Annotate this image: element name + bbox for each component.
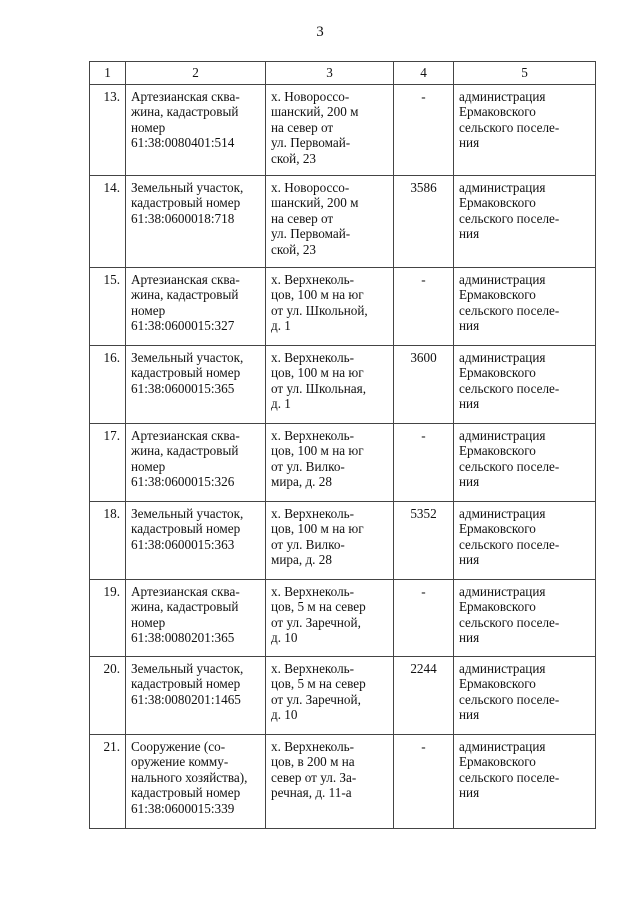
object-holder: администрация Ермаковского сельского поселе- ния (454, 84, 596, 175)
table-row (90, 656, 596, 734)
object-name: Артезианская сква- жина, кадастровый номер 61:38:0600015:326 (126, 423, 266, 501)
row-number: 15. (90, 267, 126, 345)
object-area: - (394, 579, 454, 656)
row-number: 20. (90, 656, 126, 734)
object-address: х. Верхнеколь- цов, 100 м на юг от ул. Школьной, д. 1 (266, 267, 394, 345)
object-address: х. Верхнеколь- цов, 100 м на юг от ул. Вилко- мира, д. 28 (266, 501, 394, 579)
table-row (90, 175, 596, 267)
table-row (90, 267, 596, 345)
object-name: Артезианская сква- жина, кадастровый номер 61:38:0600015:327 (126, 267, 266, 345)
object-address: х. Верхнеколь- цов, 100 м на юг от ул. Школьная, д. 1 (266, 345, 394, 423)
object-address: х. Верхнеколь- цов, 100 м на юг от ул. Вилко- мира, д. 28 (266, 423, 394, 501)
object-holder: администрация Ермаковского сельского поселе- ния (454, 579, 596, 656)
object-name: Артезианская сква- жина, кадастровый номер 61:38:0080401:514 (126, 84, 266, 175)
header-col-3: 3 (266, 62, 394, 85)
row-number: 21. (90, 734, 126, 828)
object-address: х. Верхнеколь- цов, 5 м на север от ул. Заречной, д. 10 (266, 656, 394, 734)
table-row (90, 345, 596, 423)
object-name: Артезианская сква- жина, кадастровый номер 61:38:0080201:365 (126, 579, 266, 656)
row-number: 19. (90, 579, 126, 656)
row-number: 14. (90, 175, 126, 267)
object-name: Земельный участок, кадастровый номер 61:38:0080201:1465 (126, 656, 266, 734)
object-area: 3586 (394, 175, 454, 267)
object-address: х. Верхнеколь- цов, 5 м на север от ул. Заречной, д. 10 (266, 579, 394, 656)
header-col-5: 5 (454, 62, 596, 85)
property-registry-table (89, 61, 596, 829)
object-area: 3600 (394, 345, 454, 423)
object-holder: администрация Ермаковского сельского поселе- ния (454, 656, 596, 734)
object-address: х. Верхнеколь- цов, в 200 м на север от ул. За- речная, д. 11-а (266, 734, 394, 828)
object-area: 5352 (394, 501, 454, 579)
table-row (90, 84, 596, 175)
object-holder: администрация Ермаковского сельского поселе- ния (454, 423, 596, 501)
object-area: 2244 (394, 656, 454, 734)
row-number: 13. (90, 84, 126, 175)
object-holder: администрация Ермаковского сельского поселе- ния (454, 345, 596, 423)
object-name: Земельный участок, кадастровый номер 61:38:0600018:718 (126, 175, 266, 267)
table-row (90, 501, 596, 579)
object-area: - (394, 267, 454, 345)
object-address: х. Новороссо- шанский, 200 м на север от ул. Первомай- ской, 23 (266, 175, 394, 267)
header-col-2: 2 (126, 62, 266, 85)
page-number: 3 (316, 24, 324, 40)
table-row (90, 734, 596, 828)
object-area: - (394, 734, 454, 828)
object-holder: администрация Ермаковского сельского поселе- ния (454, 267, 596, 345)
row-number: 18. (90, 501, 126, 579)
object-area: - (394, 423, 454, 501)
object-name: Земельный участок, кадастровый номер 61:38:0600015:365 (126, 345, 266, 423)
row-number: 17. (90, 423, 126, 501)
object-name: Сооружение (со- оружение комму- нального хозяйства), кадастровый номер 61:38:0600015:339 (126, 734, 266, 828)
table-header-row (90, 62, 596, 85)
object-holder: администрация Ермаковского сельского поселе- ния (454, 501, 596, 579)
object-name: Земельный участок, кадастровый номер 61:38:0600015:363 (126, 501, 266, 579)
object-area: - (394, 84, 454, 175)
table-row (90, 423, 596, 501)
object-holder: администрация Ермаковского сельского поселе- ния (454, 175, 596, 267)
header-col-4: 4 (394, 62, 454, 85)
table-row (90, 579, 596, 656)
object-holder: администрация Ермаковского сельского поселе- ния (454, 734, 596, 828)
object-address: х. Новороссо- шанский, 200 м на север от ул. Первомай- ской, 23 (266, 84, 394, 175)
row-number: 16. (90, 345, 126, 423)
header-col-1: 1 (90, 62, 126, 85)
